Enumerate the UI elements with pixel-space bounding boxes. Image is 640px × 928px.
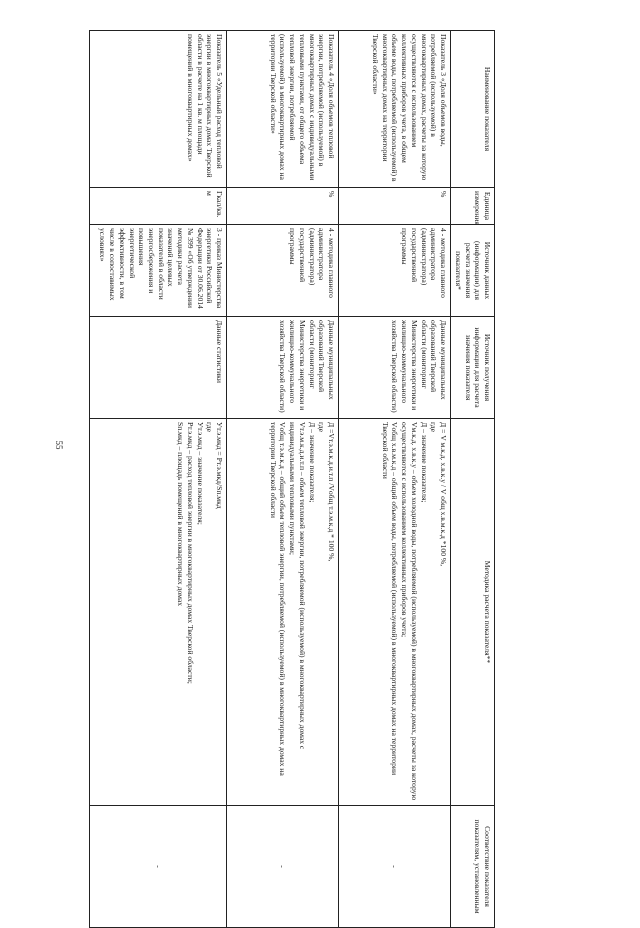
method-line: Д – значение показателя; [419,422,429,503]
header-method: Методика расчета показателя** [451,419,495,806]
method-formula: Д =Vт.э.м.к.д.и.т.п /Vобщ т.э.м.к.д * 100 %, [327,422,336,562]
method-formula: Д = V м.к.д. х.в.к.у / V общ х.в.м.к.д *100 %, [439,422,448,567]
cell-compliance: - [339,806,451,928]
method-where: где [205,422,215,432]
cell-name: Показатель 5 «Удельный расход тепловой энергии в многоквартирных домах Тверской области в расчете на 1 кв. м площади помещений в многоквартирных домах» [90,31,227,188]
rotated-table-container [90,30,495,914]
table-header-row [451,31,495,928]
cell-unit: Гкал/кв. м [90,188,227,225]
table-row [90,31,227,928]
cell-name: Показатель 3 «Доля объемов воды, потребляемой (используемой) в многоквартирных домах, расчеты за которую осуществляются с использованием коллективных приборов учета, в общем объеме воды, потребляемой (используемой) в многоквартирных домах на территории Тверской области» [339,31,451,188]
header-unit: Единица измерения [451,188,495,225]
cell-name: Показатель 4 «Доля объемов тепловой энергии, потребляемой (используемой) в многоквартирных домах с индивидуальными тепловыми пунктами, от общего объема тепловой энергии, потребляемой (используемой) в многоквартирных домах на территории Тверской области» [227,31,339,188]
method-line: Vобщ т.э.м.к.д – общий объем тепловой энергии, потребляемой (используемой) в многоквартирных домах на территории Тверской области [268,422,288,776]
cell-method [90,419,227,806]
header-name: Наименование показателя [451,31,495,188]
method-line: Sп.мкд – площадь помещений в многоквартирных домах [176,422,186,607]
method-line: Ут.э.мкд – значение показателя; [195,422,205,525]
cell-data-source: 4 - методика главного администратора (администратора) государственной программы [227,225,339,317]
header-source-method: Источник получения информации для расчета значения показателя [451,317,495,419]
header-data-source: Источник данных (информации) для расчета значения показателя* [451,225,495,317]
cell-source-method: Данные муниципальных образований Тверской области (мониторинг Министерства энергетики и жилищно-коммунального хозяйства Тверской области) [227,317,339,419]
table-row [227,31,339,928]
cell-data-source: 4 - методика главного администратора (администратора) государственной программы [339,225,451,317]
method-formula: Ут.э.мкд = Рт.э.мкд/Sп.мкд [215,422,224,509]
method-line: Д – значение показателя; [307,422,317,503]
method-where: где [429,422,439,432]
cell-source-method: Данные статистики [90,317,227,419]
page-number: 55 [54,440,64,450]
cell-method [339,419,451,806]
table-row [339,31,451,928]
header-compliance: Соответствие показателя показателям, установленным [451,806,495,928]
method-line: Рт.э.мкд – расход тепловой энергии в многоквартирных домах Тверской области; [185,422,195,684]
cell-source-method: Данные муниципальных образований Тверской области (мониторинг Министерства энергетики и жилищно-коммунального хозяйства Тверской области) [339,317,451,419]
cell-method [227,419,339,806]
method-line: Vм.к.д. х.в.к.у – объем холодной воды, потребляемой (используемой) в многоквартирных домах, расчеты за которую осуществляются с использованием коллективных приборов учета; [400,422,419,801]
method-line: Vт.э.м.к.д.и.т.п – объем тепловой энергии, потребляемой (используемой) в многоквартирных домах с индивидуальными тепловыми пунктами; [288,422,307,750]
cell-compliance: - [90,806,227,928]
cell-unit: % [227,188,339,225]
method-line: Vобщ х.в.м.к.д – общий объем воды, потребляемой (используемой) в многоквартирных домах на территории Тверской области [380,422,400,776]
cell-compliance: - [227,806,339,928]
indicators-table [89,30,495,928]
cell-unit: % [339,188,451,225]
method-where: где [317,422,327,432]
cell-data-source: 3 - приказ Министерства энергетики Российской Федерации от 30.06.2014 № 399 «Об утверждении методики расчета значений целевых показателей в области энергосбережения и повышения энергетической эффективности, в том числе в сопоставимых условиях» [90,225,227,317]
